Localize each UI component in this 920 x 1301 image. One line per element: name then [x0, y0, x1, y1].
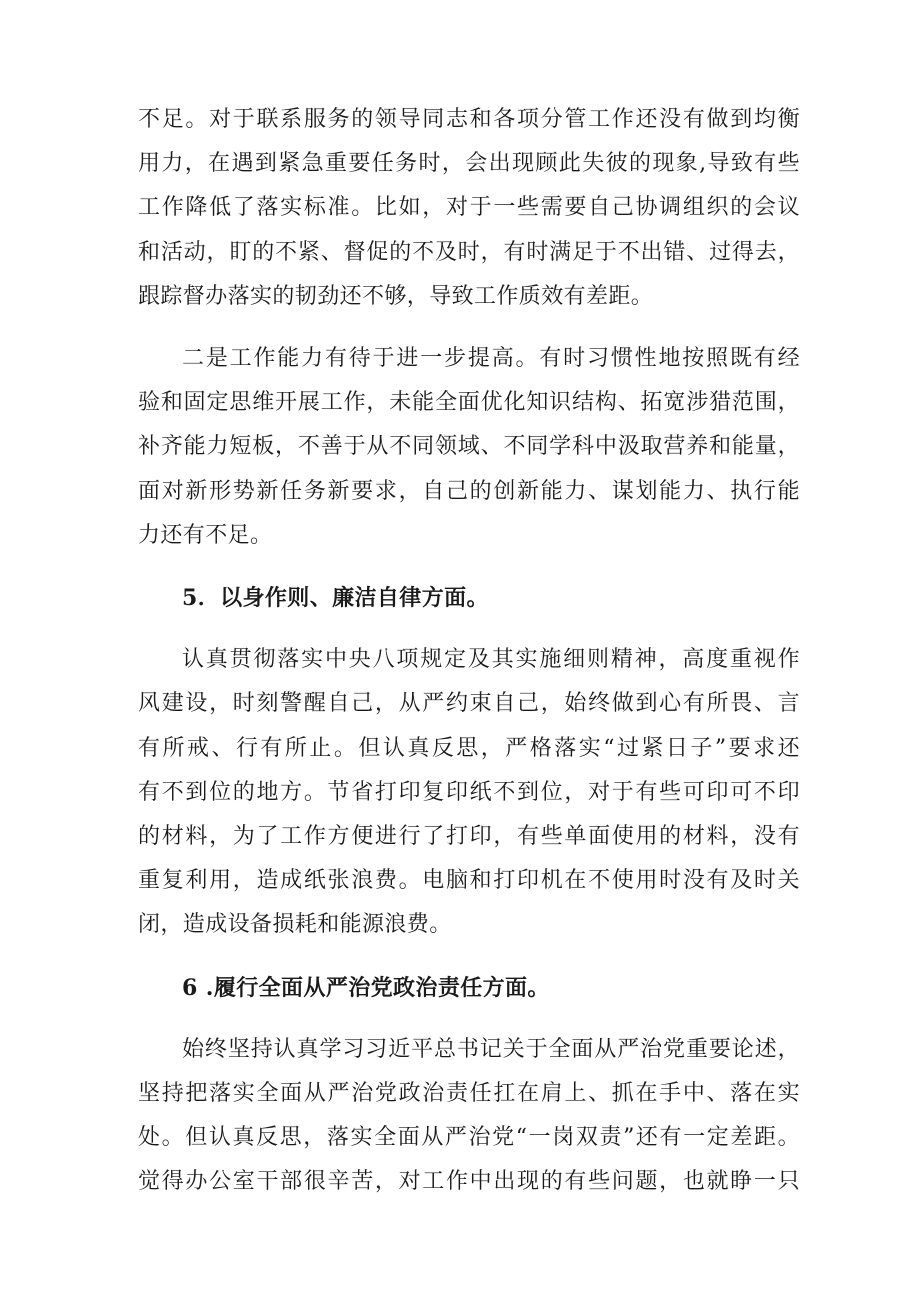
section-heading-6: 6 .履行全面从严治党政治责任方面。 [182, 974, 550, 1001]
text-line: 闭，造成设备损耗和能源浪费。 [138, 912, 452, 938]
text-line: 重复利用，造成纸张浪费。电脑和打印机在不使用时没有及时关 [138, 868, 800, 894]
text-line: 不足。对于联系服务的领导同志和各项分管工作还没有做到均衡 [138, 107, 800, 132]
section-heading-5: 5．以身作则、廉洁自律方面。 [182, 585, 489, 612]
text-line: 有不到位的地方。节省打印复印纸不到位，对于有些可印可不印 [138, 779, 800, 805]
paragraph-work-focus [138, 98, 800, 319]
text-line: 验和固定思维开展工作，未能全面优化知识结构、拓宽涉猎范围， [138, 390, 800, 416]
text-line: 补齐能力短板，不善于从不同领域、不同学科中汲取营养和能量， [138, 434, 800, 460]
text-line: 始终坚持认真学习习近平总书记关于全面从严治党重要论述， [182, 1036, 800, 1062]
text-line: 风建设，时刻警醒自己，从严约束自己，始终做到心有所畏、言 [138, 691, 800, 717]
text-line: 用力，在遇到紧急重要任务时，会出现顾此失彼的现象,导致有些 [138, 151, 800, 177]
paragraph-gap [138, 1010, 800, 1028]
paragraph-gap [138, 319, 800, 337]
text-line: 力还有不足。 [138, 522, 273, 548]
text-line: 认真贯彻落实中央八项规定及其实施细则精神，高度重视作 [182, 647, 800, 673]
text-line: 觉得办公室干部很辛苦，对工作中出现的有些问题，也就睁一只 [138, 1169, 800, 1195]
text-line: 的材料，为了工作方便进行了打印，有些单面使用的材料，没有 [138, 824, 800, 850]
paragraph-work-ability [138, 337, 800, 558]
paragraph-gap [138, 620, 800, 638]
text-line: 面对新形势新任务新要求，自己的创新能力、谋划能力、执行能 [138, 478, 800, 504]
text-line: 坚持把落实全面从严治党政治责任扛在肩上、抓在手中、落在实 [138, 1081, 800, 1107]
text-line: 有所戒、行有所止。但认真反思，严格落实“过紧日子”要求还 [138, 735, 800, 761]
text-line: 工作降低了落实标准。比如，对于一些需要自己协调组织的会议 [138, 195, 800, 221]
text-line: 跟踪督办落实的韧劲还不够，导致工作质效有差距。 [138, 283, 654, 309]
document-body [138, 98, 800, 1205]
text-line: 和活动，盯的不紧、督促的不及时，有时满足于不出错、过得去， [138, 239, 800, 265]
paragraph-gap [138, 558, 800, 576]
paragraph-integrity [138, 638, 800, 947]
text-line: 处。但认真反思，落实全面从严治党“一岗双责”还有一定差距。 [138, 1125, 800, 1151]
paragraph-party-governance [138, 1028, 800, 1205]
text-line: 二是工作能力有待于进一步提高。有时习惯性地按照既有经 [182, 346, 800, 372]
paragraph-gap [138, 948, 800, 966]
